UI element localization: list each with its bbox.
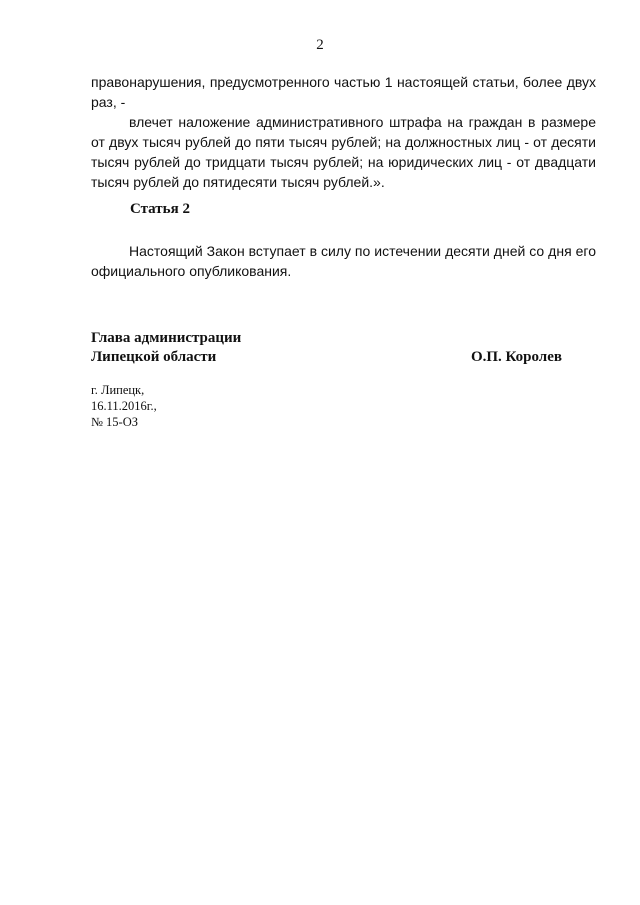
signature-row xyxy=(91,348,596,367)
signature-block xyxy=(91,329,596,367)
article-heading: Статья 2 xyxy=(130,201,190,217)
paragraph-effective-text: Настоящий Закон вступает в силу по истечении десяти дней со дня его официального опубликования. xyxy=(91,243,596,279)
signatory-title-line1: Глава администрации xyxy=(91,330,242,346)
place-date-block xyxy=(91,382,157,430)
paragraph-continuation xyxy=(91,72,596,112)
law-number: № 15-ОЗ xyxy=(91,415,139,429)
paragraph-penalty-text: влечет наложение административного штрафа на граждан в размере от двух тысяч рублей до пяти тысяч рублей; на должностных лиц - от десяти тысяч рублей до тридцати тысяч рублей; на юридических лиц - от двадцати тысяч рублей до пятидесяти тысяч рублей.». xyxy=(91,114,596,190)
law-date: 16.11.2016г., xyxy=(91,399,157,413)
page-number: 2 xyxy=(316,37,324,53)
paragraph-continuation-text: правонарушения, предусмотренного частью 1 настоящей статьи, более двух раз, - xyxy=(91,74,596,110)
signatory-name: О.П. Королев xyxy=(470,349,562,365)
paragraph-penalty xyxy=(91,112,596,192)
place-city: г. Липецк, xyxy=(91,383,145,397)
signatory-title-line2: Липецкой области xyxy=(91,349,217,365)
paragraph-effective xyxy=(91,241,596,281)
